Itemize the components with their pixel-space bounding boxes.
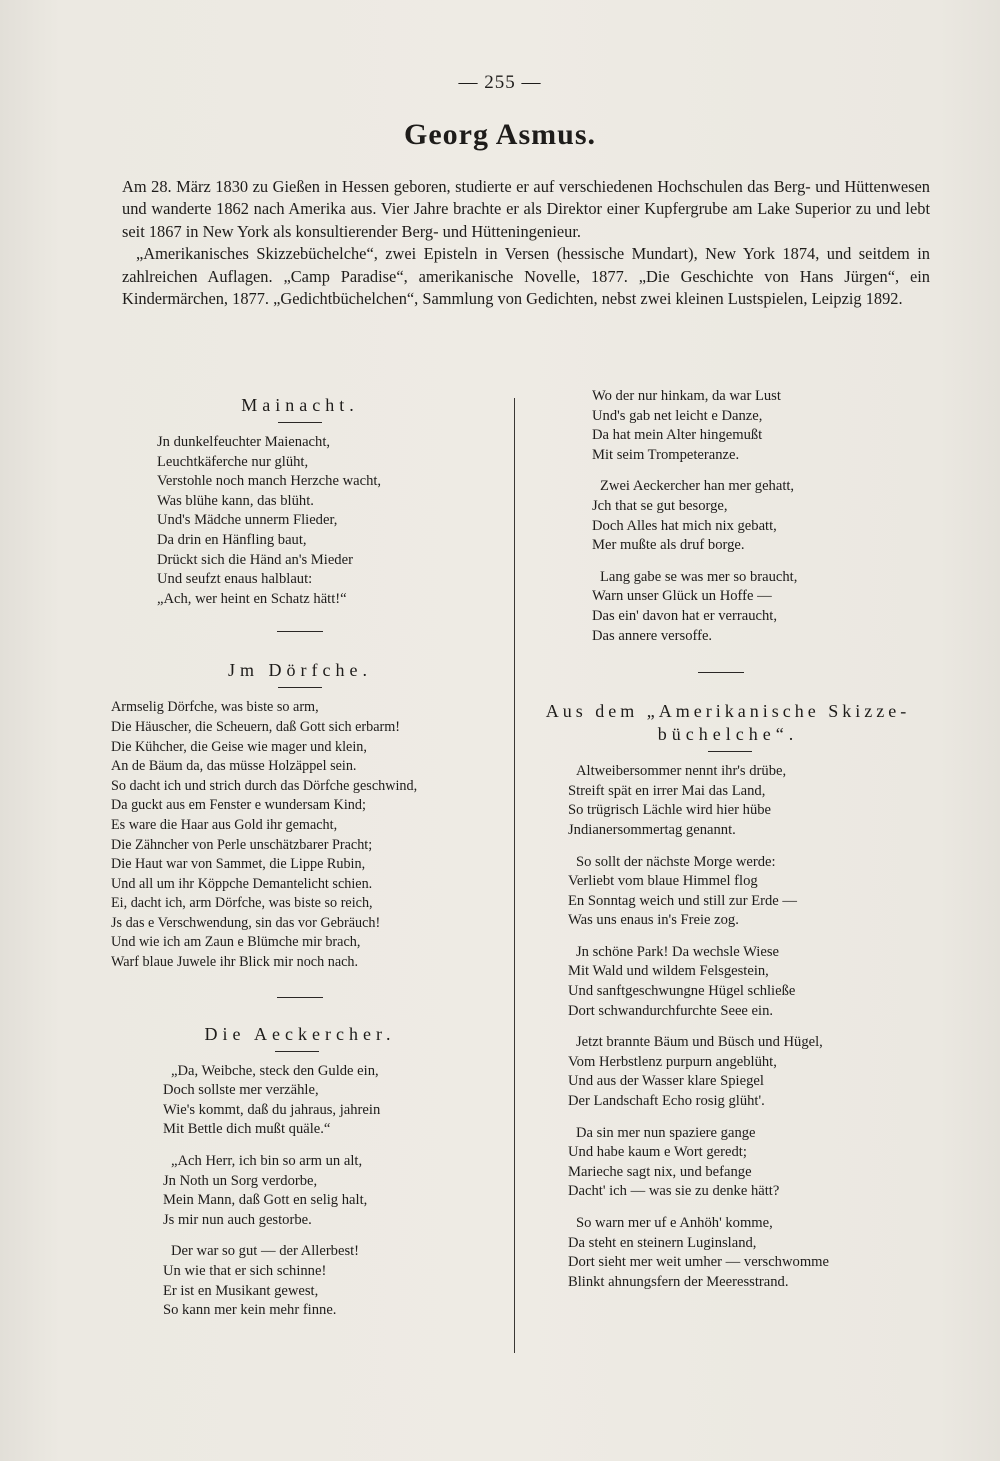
poem-line: Jn Noth un Sorg verdorbe, [163, 1172, 318, 1189]
poem-line: Js das e Verschwendung, sin das vor Gebräuch! [111, 914, 381, 931]
poem-line: Marieche sagt nix, und befange [568, 1163, 752, 1180]
poem-die-aeckercher-continued [528, 387, 928, 646]
poem-title: Mainacht. [241, 395, 359, 415]
poem-line: Leuchtkäferche nur glüht, [157, 453, 309, 470]
poem-line: Jn dunkelfeuchter Maienacht, [157, 434, 331, 450]
bio-paragraph: Am 28. März 1830 zu Gießen in Hessen geboren, studierte er auf verschiedenen Hochschulen das Berg- und Hüttenwesen und wanderte 1862 nach Amerika aus. Vier Jahre brachte er als Direktor einer Kupfergrube am Lake Superior zu und lebt seit 1867 in New York als konsultierender Berg- und Hütteningenieur. [122, 177, 930, 241]
poem-im-doerfche [105, 660, 495, 972]
poem-line: Jn schöne Park! Da wechsle Wiese [576, 943, 779, 960]
stanza [568, 1124, 928, 1202]
poem-line: Der Landschaft Echo rosig glüht'. [568, 1093, 765, 1110]
page-number: — 255 — [458, 72, 542, 93]
poem-line: Zwei Aeckercher han mer gehatt, [600, 478, 795, 495]
poem-line: „Da, Weibche, steck den Gulde ein, [171, 1062, 379, 1079]
poem-line: An de Bäum da, das müsse Holzäppel sein. [111, 758, 357, 775]
stanza [568, 762, 928, 840]
poem-line: Und sanftgeschwungne Hügel schließe [568, 983, 796, 1000]
stanza [592, 477, 928, 555]
poem-line: Es ware die Haar aus Gold ihr gemacht, [111, 816, 338, 833]
poem-line: Und aus der Wasser klare Spiegel [568, 1073, 764, 1090]
author-biography [122, 176, 930, 310]
poem-line: Die Haut war von Sammet, die Lippe Rubin, [111, 856, 366, 873]
author-heading: Georg Asmus. [404, 118, 596, 151]
poem-line: Mit Wald und wildem Felsgestein, [568, 963, 769, 980]
left-column [105, 395, 495, 1321]
stanza [568, 853, 928, 931]
poem-line: Doch Alles hat mich nix gebatt, [592, 517, 777, 534]
poem-line: Und wie ich am Zaun e Blümche mir brach, [111, 934, 361, 951]
stanza [157, 433, 495, 609]
poem-line: Das annere versoffe. [592, 627, 713, 644]
poem-line: Da guckt aus em Fenster e wundersam Kind; [111, 797, 366, 814]
poem-line: Und seufzt enaus halblaut: [157, 571, 313, 588]
stanza [163, 1152, 495, 1230]
section-rule [698, 672, 744, 673]
bio-paragraph: „Amerikanisches Skizzebüchelche“, zwei Episteln in Versen (hessische Mundart), New York 1874, und seitdem in zahlreichen Auflagen. „Camp Paradise“, amerikanische Novelle, 1877. „Die Geschichte von Hans Jürgen“, ein Kindermärchen, 1877. „Gedichtbüchelchen“, Sammlung von Gedichten, nebst zwei kleinen Lustspielen, Leipzig 1892. [122, 244, 930, 309]
poem-line: Mit Bettle dich mußt quäle.“ [163, 1121, 331, 1138]
poem-line: Lang gabe se was mer so braucht, [600, 568, 798, 585]
poem-line: Was blühe kann, das blüht. [157, 492, 314, 509]
poem-line: Wo der nur hinkam, da war Lust [592, 388, 781, 404]
poem-die-aeckercher [105, 1024, 495, 1321]
poem-line: Verliebt vom blaue Himmel flog [568, 873, 758, 890]
poem-line: Altweibersommer nennt ihr's drübe, [576, 763, 787, 780]
title-rule [278, 422, 322, 423]
stanza [568, 943, 928, 1021]
poem-title: Aus dem „Amerikanische Skizze- [545, 701, 911, 722]
right-column [528, 388, 928, 1292]
poem-line: So warn mer uf e Anhöh' komme, [576, 1215, 773, 1231]
poem-line: Streift spät en irrer Mai das Land, [568, 782, 766, 799]
poem-line: Drückt sich die Händ an's Mieder [157, 551, 353, 568]
poem-line: So trügrisch Lächle wird hier hübe [568, 802, 772, 819]
poem-line: Un wie that er sich schinne! [163, 1263, 327, 1279]
stanza [163, 1062, 495, 1140]
poem-line: Jndianersommertag genannt. [568, 821, 736, 838]
section-rule [277, 997, 323, 998]
poem-line: Vom Herbstlenz purpurn angeblüht, [568, 1053, 777, 1070]
poem-line: Dort sieht mer weit umher — verschwomme [568, 1254, 829, 1271]
poem-line: Dort schwandurchfurchte Seee ein. [568, 1002, 774, 1019]
poem-line: So sollt der nächste Morge werde: [576, 853, 776, 870]
poem-title-continued: büchelche“. [657, 724, 799, 745]
poem-line: „Ach Herr, ich bin so arm un alt, [171, 1153, 363, 1170]
poem-line: Da hat mein Alter hingemußt [592, 427, 763, 444]
stanza [568, 1033, 928, 1111]
poem-line: Jch that se gut besorge, [592, 497, 728, 514]
poem-line: Und habe kaum e Wort geredt; [568, 1144, 747, 1161]
poem-line: Js mir nun auch gestorbe. [163, 1211, 312, 1228]
poem-line: So kann mer kein mehr finne. [163, 1302, 337, 1319]
poem-line: Mer mußte als druf borge. [592, 537, 745, 554]
poem-line: Er ist en Musikant gewest, [163, 1282, 319, 1299]
poem-line: Die Zähncher von Perle unschätzbarer Pracht; [111, 836, 373, 853]
title-rule [275, 1051, 319, 1052]
poem-line: Armselig Dörfche, was biste so arm, [111, 699, 319, 716]
poem-line: Was uns enaus in's Freie zog. [568, 912, 739, 929]
poem-line: Wie's kommt, daß du jahraus, jahrein [163, 1101, 381, 1118]
poem-line: Doch sollste mer verzähle, [163, 1082, 319, 1099]
column-divider [514, 398, 515, 1353]
poem-line: Mit seim Trompeteranze. [592, 446, 740, 463]
poem-line: Jetzt brannte Bäum und Büsch und Hügel, [576, 1034, 823, 1051]
section-rule [277, 631, 323, 632]
poem-line: Ei, dacht ich, arm Dörfche, was biste so reich, [111, 895, 373, 912]
stanza [568, 1214, 928, 1292]
stanza [111, 698, 495, 972]
poem-line: Der war so gut — der Allerbest! [171, 1243, 360, 1260]
stanza [163, 1242, 495, 1320]
poem-line: Das ein' davon hat er verraucht, [592, 607, 777, 624]
poem-line: Da sin mer nun spaziere gange [576, 1124, 756, 1141]
poem-line: Warn unser Glück un Hoffe — [592, 588, 772, 605]
poem-amerikanische-skizzebuechelche [528, 701, 928, 1292]
stanza [592, 568, 928, 646]
stanza [592, 387, 928, 465]
poem-title: Die Aeckercher. [204, 1023, 396, 1044]
poem-line: Warf blaue Juwele ihr Blick mir noch nach. [111, 954, 359, 971]
poem-line: Die Kühcher, die Geise wie mager und klein, [111, 738, 367, 755]
poem-line: Mein Mann, daß Gott en selig halt, [163, 1192, 368, 1209]
title-rule [708, 751, 752, 752]
poem-line: Die Häuscher, die Scheuern, daß Gott sich erbarm! [111, 718, 400, 735]
poem-line: Dacht' ich — was sie zu denke hätt? [568, 1183, 780, 1200]
poem-line: „Ach, wer heint en Schatz hätt!“ [157, 590, 347, 607]
poem-line: Blinkt ahnungsfern der Meeresstrand. [568, 1273, 789, 1290]
poem-line: Da steht en steinern Luginsland, [568, 1234, 757, 1251]
poem-title: Jm Dörfche. [228, 660, 372, 681]
poem-line: Verstohle noch manch Herzche wacht, [157, 473, 382, 490]
poem-mainacht [105, 395, 495, 609]
poem-line: Da drin en Hänfling baut, [157, 531, 307, 548]
poem-line: Und's gab net leicht e Danze, [592, 407, 763, 424]
title-rule [278, 687, 322, 688]
poem-line: Und all um ihr Köppche Demantelicht schien. [111, 875, 373, 892]
poem-line: Und's Mädche unnerm Flieder, [157, 512, 338, 529]
poem-line: So dacht ich und strich durch das Dörfche geschwind, [111, 777, 418, 794]
poem-line: En Sonntag weich und still zur Erde — [568, 892, 797, 909]
